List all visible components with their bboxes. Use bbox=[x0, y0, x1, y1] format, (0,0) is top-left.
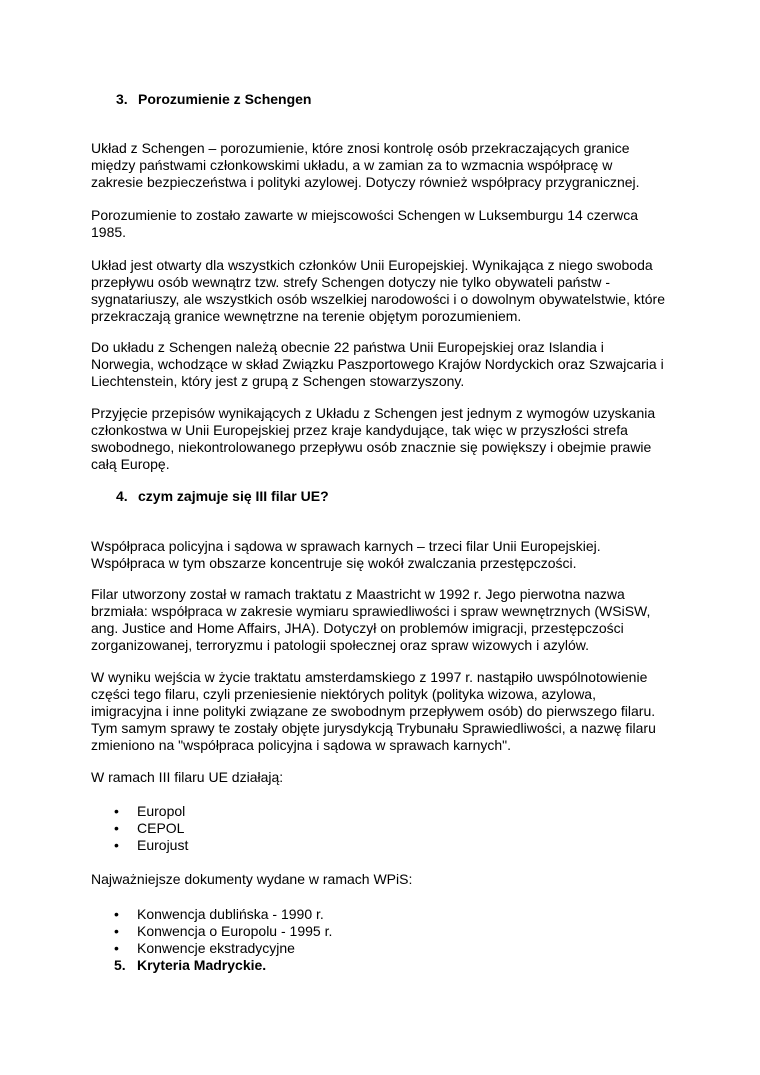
list-item-label: Konwencje ekstradycyjne bbox=[137, 940, 295, 956]
paragraph-line: między państwami członkowskimi układu, a w zamian za to wzmacnia współpracę w bbox=[91, 157, 613, 173]
paragraph bbox=[91, 669, 691, 754]
paragraph-line: Tym samym sprawy te zostały objęte jurysdykcją Trybunału Sprawiedliwości, a nazwę filaru bbox=[91, 720, 656, 736]
section-5-heading bbox=[114, 957, 266, 974]
paragraph-line: Filar utworzony został w ramach traktatu z Maastricht w 1992 r. Jego pierwotna nazwa bbox=[91, 586, 625, 602]
list-item-label: Konwencja dublińska - 1990 r. bbox=[137, 906, 324, 922]
section-5-number: 5. bbox=[114, 957, 126, 973]
paragraph-line: Układ z Schengen – porozumienie, które znosi kontrolę osób przekraczających granice bbox=[91, 140, 630, 156]
section-4-title: czym zajmuje się III filar UE? bbox=[138, 488, 329, 504]
paragraph bbox=[91, 140, 691, 191]
list-item-label: Europol bbox=[137, 803, 186, 819]
paragraph-line: sygnatariuszy, ale wszystkich osób wszelkiej narodowości i o dowolnym obywatelstwie, które bbox=[91, 291, 665, 307]
section-5-title: Kryteria Madryckie. bbox=[137, 957, 267, 973]
list-item bbox=[114, 906, 324, 923]
list-item-label: CEPOL bbox=[137, 820, 185, 836]
paragraph-line: zmieniono na "współpraca policyjna i sądowa w sprawach karnych". bbox=[91, 737, 512, 753]
paragraph-line: części tego filaru, czyli przeniesienie niektórych polityk (polityka wizowa, azylowa, bbox=[91, 686, 596, 702]
paragraph-line: przekraczają granice wewnętrzne na terenie objętym porozumieniem. bbox=[91, 308, 522, 324]
list-item bbox=[114, 940, 295, 957]
paragraph-line: przepływu osób wewnątrz tzw. strefy Schengen dotyczy nie tylko obywateli państw - bbox=[91, 274, 611, 290]
documents-intro: Najważniejsze dokumenty wydane w ramach WPiS: bbox=[91, 871, 413, 887]
paragraph bbox=[91, 257, 691, 325]
bullet-icon: • bbox=[114, 803, 119, 819]
section-4-heading bbox=[116, 487, 329, 505]
paragraph-line: członkostwa w Unii Europejskiej przez kraje kandydujące, tak więc w przyszłości strefa bbox=[91, 422, 628, 438]
paragraph-line: brzmiała: współpraca w zakresie wymiaru sprawiedliwości i spraw wewnętrznych (WSiSW, bbox=[91, 603, 651, 619]
list-item bbox=[114, 820, 184, 837]
paragraph-line: zakresie bezpieczeństwa i polityki azylowej. Dotyczy również współpracy przygranicznej. bbox=[91, 174, 640, 190]
paragraph-line: swobodnego, niekontrolowanego przepływu osób znacznie się powiększy i obejmie prawie bbox=[91, 439, 652, 455]
paragraph bbox=[91, 339, 691, 390]
section-3-heading bbox=[116, 90, 311, 108]
bullet-icon: • bbox=[114, 923, 119, 939]
agencies-intro: W ramach III filaru UE działają: bbox=[91, 769, 284, 785]
paragraph-line: ang. Justice and Home Affairs, JHA). Dotyczył on problemów imigracji, przestępczości bbox=[91, 620, 624, 636]
paragraph bbox=[91, 538, 691, 572]
list-item-label: Eurojust bbox=[137, 837, 189, 853]
paragraph-line: Współpraca w tym obszarze koncentruje się wokół zwalczania przestępczości. bbox=[91, 555, 577, 571]
list-item-label: Konwencja o Europolu - 1995 r. bbox=[137, 923, 333, 939]
bullet-icon: • bbox=[114, 820, 119, 836]
paragraph-line: Norwegia, wchodzące w skład Związku Paszportowego Krajów Nordyckich oraz Szwajcaria i bbox=[91, 356, 664, 372]
paragraph-line: Układ jest otwarty dla wszystkich członków Unii Europejskiej. Wynikająca z niego swoboda bbox=[91, 257, 653, 273]
paragraph-line: Liechtenstein, który jest z grupą z Schengen stowarzyszony. bbox=[91, 373, 465, 389]
paragraph-line: imigracyjna i inne polityki związane ze swobodnym przepływem osób) do pierwszego filaru. bbox=[91, 703, 656, 719]
bullet-icon: • bbox=[114, 837, 119, 853]
paragraph-line: 1985. bbox=[91, 224, 127, 240]
bullet-icon: • bbox=[114, 906, 119, 922]
paragraph bbox=[91, 586, 691, 654]
paragraph-line: Porozumienie to zostało zawarte w miejscowości Schengen w Luksemburgu 14 czerwca bbox=[91, 207, 639, 223]
paragraph-line: zorganizowanej, terroryzmu i patologii społecznej oraz spraw wizowych i azylów. bbox=[91, 637, 589, 653]
paragraph-line: W wyniku wejścia w życie traktatu amsterdamskiego z 1997 r. nastąpiło uwspólnotowienie bbox=[91, 669, 648, 685]
section-3-title: Porozumienie z Schengen bbox=[138, 91, 312, 107]
section-3-number: 3. bbox=[116, 91, 128, 107]
list-item bbox=[114, 803, 185, 820]
section-4-number: 4. bbox=[116, 488, 128, 504]
paragraph-line: Do układu z Schengen należą obecnie 22 państwa Unii Europejskiej oraz Islandia i bbox=[91, 339, 604, 355]
bullet-icon: • bbox=[114, 940, 119, 956]
paragraph-line: całą Europę. bbox=[91, 456, 170, 472]
list-item bbox=[114, 923, 332, 940]
paragraph bbox=[91, 405, 691, 473]
list-item bbox=[114, 837, 188, 854]
paragraph bbox=[91, 207, 691, 241]
paragraph-line: Współpraca policyjna i sądowa w sprawach karnych – trzeci filar Unii Europejskiej. bbox=[91, 538, 601, 554]
paragraph-line: Przyjęcie przepisów wynikających z Układu z Schengen jest jednym z wymogów uzyskania bbox=[91, 405, 656, 421]
